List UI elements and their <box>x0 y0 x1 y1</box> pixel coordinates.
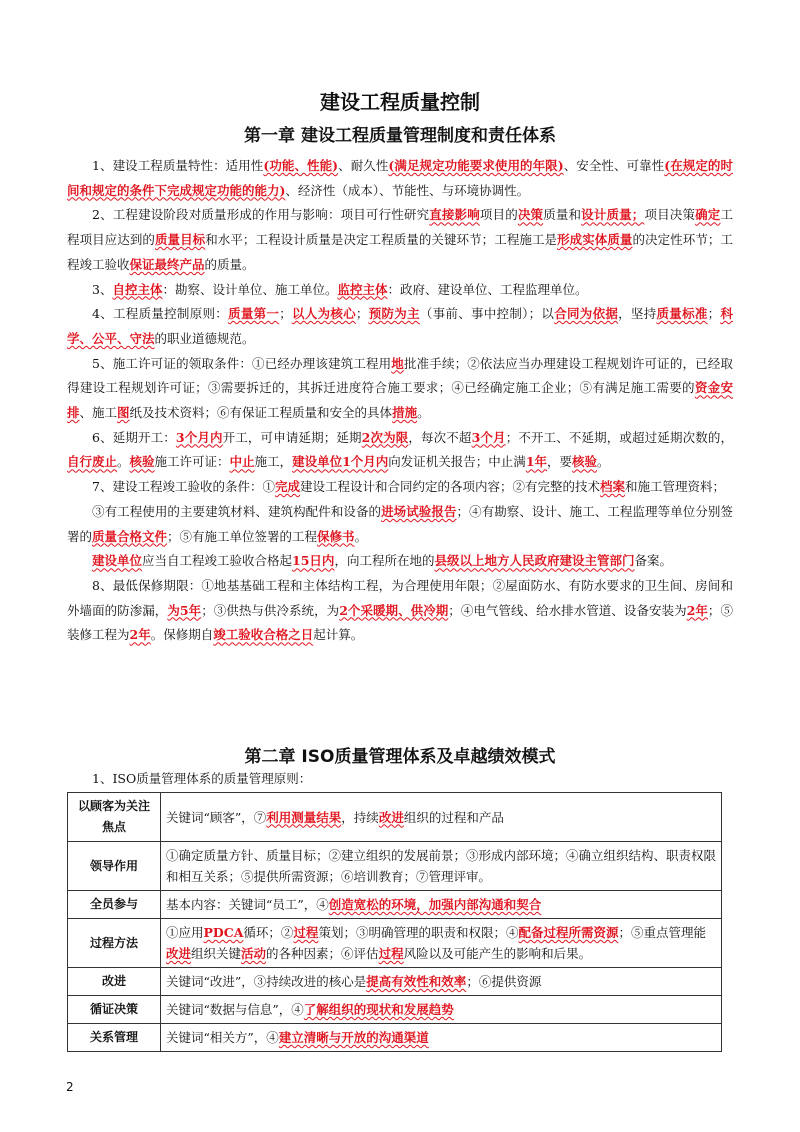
highlighted-term: 提高有效性和效率 <box>366 974 467 989</box>
text-run: ：勘察、设计单位、施工单位。 <box>162 281 338 297</box>
text-run: ，向工程所在地的 <box>334 553 435 569</box>
highlighted-term: (在规定的时间和规定的条件下完成规定功能的能力) <box>67 158 733 198</box>
text-run: ；⑤有施工单位签署的工程 <box>167 528 318 544</box>
highlighted-term: 利用测量结果 <box>266 809 342 825</box>
text-run: 循环；② <box>243 925 294 940</box>
text-run: 。 <box>354 528 368 544</box>
document-title: 建设工程质量控制 <box>320 90 480 114</box>
text-run: 向发证机关报告；中止满 <box>388 454 526 470</box>
text-run: 3、 <box>92 281 113 297</box>
highlighted-term: 建设单位1个月内 <box>292 454 389 470</box>
highlighted-term: 档案 <box>600 479 626 495</box>
text-run: ；④电气管线、给水排水管道、设备安装为 <box>448 602 687 618</box>
chapter-1-body <box>67 154 733 648</box>
text-run: 、安全性、可靠性 <box>563 158 665 173</box>
text-run: 5、施工许可证的领取条件：①已经办理该建筑工程用 <box>92 355 392 371</box>
highlighted-term: 1年 <box>525 454 548 470</box>
highlighted-term: 过程 <box>378 946 404 961</box>
principle-description <box>161 891 722 919</box>
principle-description <box>161 919 722 968</box>
principle-description <box>161 842 722 891</box>
text-run: 组织的过程和产品 <box>403 809 504 825</box>
text-run: 关键词“改进”，③持续改进的核心是 <box>166 974 367 989</box>
highlighted-term: 以人为核心 <box>291 306 356 322</box>
highlighted-term: 质量第一 <box>228 306 280 322</box>
text-run: 和施工管理资料； <box>625 479 726 495</box>
paragraph <box>67 302 733 351</box>
paragraph <box>67 500 733 549</box>
text-run: 。 <box>597 454 610 470</box>
paragraph <box>67 475 733 500</box>
text-run: ；③供热与供冷系统，为 <box>201 602 340 618</box>
table-row <box>68 1024 722 1052</box>
highlighted-term: 形成实体质量 <box>557 232 633 248</box>
paragraph <box>67 203 733 277</box>
text-run: 7、建设工程竣工验收的条件：① <box>92 479 275 495</box>
text-run: ，每次不超 <box>408 429 472 445</box>
principle-name: 领导作用 <box>68 842 161 891</box>
paragraph <box>67 574 733 648</box>
highlighted-term: 过程 <box>293 925 319 940</box>
highlighted-term: 中止 <box>229 454 255 470</box>
text-run: 、耐久性 <box>338 158 389 173</box>
text-run: 批准手续；②依法应当办理建设工程规划许可证的，已经取得建设工程规划许可证；③需要拆迁的，其拆迁进度符合施工要求；④已经确定施工企业；⑤有满足施工需要的 <box>67 355 733 396</box>
highlighted-term: 核验 <box>129 454 155 470</box>
highlighted-term: 完成 <box>274 479 300 495</box>
highlighted-term: 县级以上地方人民政府建设主管部门 <box>434 553 635 569</box>
highlighted-term: PDCA <box>203 925 244 940</box>
highlighted-term: 竣工验收合格之日 <box>213 627 314 643</box>
text-run: 关键词“顾客”，⑦ <box>166 809 267 825</box>
paragraph <box>67 352 733 426</box>
highlighted-term: 质量标准 <box>656 306 708 322</box>
principle-description <box>161 793 722 842</box>
principle-name: 改进 <box>68 968 161 996</box>
highlighted-term: 合同为依据 <box>554 306 619 322</box>
highlighted-term: 确定 <box>695 207 721 223</box>
text-run: 和水平；工程设计质量是决定工程质量的关键环节；工程施工是 <box>205 232 558 248</box>
text-run: 的决定性环节；工程竣工验收 <box>67 232 733 272</box>
page-number: 2 <box>66 1080 74 1094</box>
highlighted-term: 科学、公平、守法 <box>67 306 733 346</box>
highlighted-term: 3个月 <box>471 429 506 445</box>
paragraph <box>67 549 733 574</box>
text-run: ；不开工、不延期，或超过延期次数的， <box>505 429 733 445</box>
table-row <box>68 919 722 968</box>
text-run: 的各种因素；⑥评估 <box>266 946 379 961</box>
highlighted-term: 措施 <box>392 405 418 421</box>
text-run: 项目决策 <box>644 207 696 223</box>
highlighted-term: 3个月内 <box>175 429 223 445</box>
text-run: 4、工程质量控制原则： <box>92 306 229 322</box>
highlighted-term: 图 <box>117 405 130 421</box>
principle-name: 过程方法 <box>68 919 161 968</box>
text-run: 应当自工程竣工验收合格起 <box>142 553 293 569</box>
highlighted-term: 了解组织的现状和发展趋势 <box>303 1002 454 1017</box>
text-run: 关键词“数据与信息”，④ <box>166 1002 304 1017</box>
text-run: 。 <box>117 454 130 470</box>
highlighted-term: 15日内 <box>292 553 335 569</box>
highlighted-term: 进场试验报告 <box>381 503 457 519</box>
text-run: ；⑥提供资源 <box>466 974 542 989</box>
text-run: ； <box>707 306 721 322</box>
highlighted-term: 活动 <box>241 946 267 961</box>
highlighted-term: (功能、性能) <box>263 158 339 173</box>
highlighted-term: 改进 <box>378 809 404 825</box>
text-run: ③有工程使用的主要建筑材料、建筑构配件和设备的 <box>92 503 382 519</box>
text-run: ①确定质量方针、质量目标；②建立组织的发展前景；③形成内部环境；④确立组织结构、职责权限和相互关系；⑤提供所需资源；⑥培训教育；⑦管理评审。 <box>166 848 717 884</box>
principle-description <box>161 1024 722 1052</box>
text-run: ，要 <box>547 454 573 470</box>
chapter-2-intro: 1、ISO质量管理体系的质量管理原则： <box>92 771 312 786</box>
text-run: 、经济性（成本）、节能性、与环境协调性。 <box>285 182 530 198</box>
chapter-1-title: 第一章 建设工程质量管理制度和责任体系 <box>244 126 556 146</box>
principle-name: 全员参与 <box>68 891 161 919</box>
paragraph <box>67 154 733 203</box>
text-run: ；⑤重点管理能 <box>618 925 706 940</box>
highlighted-term: 核验 <box>572 454 598 470</box>
text-run: 的职业道德规范。 <box>154 330 255 346</box>
highlighted-term: 直接影响 <box>429 207 480 223</box>
highlighted-term: 建设单位 <box>92 553 143 569</box>
highlighted-term: 决策 <box>517 207 544 223</box>
table-row <box>68 891 722 919</box>
highlighted-term: 2年 <box>129 627 151 643</box>
highlighted-term: 配备过程所需资源 <box>518 925 619 940</box>
text-run: ； <box>279 306 292 322</box>
text-run: 2、工程建设阶段对质量形成的作用与影响：项目可行性研究 <box>92 207 430 223</box>
text-run: ；④有勘察、设计、施工、工程监理等单位分别签署的 <box>67 503 733 544</box>
text-run: ，持续 <box>341 809 379 825</box>
text-run: 工程项目应达到的 <box>67 207 733 248</box>
highlighted-term: 预防为主 <box>368 306 420 322</box>
text-run: 备案。 <box>634 553 672 569</box>
highlighted-term: 保修书 <box>317 528 355 544</box>
quality-principles-table <box>67 792 722 1052</box>
text-run: 1、建设工程质量特性：适用性 <box>92 158 264 173</box>
text-run: 组织关键 <box>191 946 242 961</box>
table-row <box>68 842 722 891</box>
highlighted-term: 自行废止 <box>67 454 118 470</box>
text-run: 6、延期开工： <box>92 429 176 445</box>
highlighted-term: 质量目标 <box>154 232 206 248</box>
highlighted-term: 质量合格文件 <box>92 528 168 544</box>
text-run: ，坚持 <box>618 306 657 322</box>
text-run: 策划；③明确管理的职责和权限；④ <box>318 925 519 940</box>
highlighted-term: 创造宽松的环境，加强内部沟通和契合 <box>328 897 542 912</box>
text-run: 的质量。 <box>204 256 255 272</box>
highlighted-term: 自控主体 <box>112 281 163 297</box>
highlighted-term: 2个采暖期、供冷期 <box>339 602 449 618</box>
text-run: 质量和 <box>543 207 582 223</box>
highlighted-term: 资金安排 <box>67 380 733 421</box>
paragraph <box>67 426 733 475</box>
text-run: 8、最低保修期限：①地基基础工程和主体结构工程，为合理使用年限；②屋面防水、有防水要求的卫生间、房间和外墙面的防渗漏， <box>67 577 733 618</box>
highlighted-term: 为5年 <box>167 602 202 618</box>
text-run: （事前、事中控制）；以 <box>419 306 555 322</box>
text-run: 起计算。 <box>313 627 364 643</box>
text-run: ：政府、建设单位、工程监理单位。 <box>387 281 588 297</box>
chapter-2-title: 第二章 ISO质量管理体系及卓越绩效模式 <box>244 747 556 767</box>
text-run: 纸及技术资料；⑥有保证工程质量和安全的具体 <box>129 405 393 421</box>
highlighted-term: 2次为限 <box>361 429 409 445</box>
text-run: 建设工程设计和合同约定的各项内容；②有完整的技术 <box>299 479 600 495</box>
text-run: 关键词“相关方”，④ <box>166 1030 279 1045</box>
principle-description <box>161 968 722 996</box>
text-run: 基本内容：关键词“员工”，④ <box>166 897 329 912</box>
paragraph <box>67 278 733 303</box>
highlighted-term: 监控主体 <box>337 281 388 297</box>
table-row <box>68 793 722 842</box>
text-run: ；⑤装修工程为 <box>67 602 733 643</box>
highlighted-term: 设计质量； <box>581 207 645 223</box>
principle-name: 以顾客为关注焦点 <box>68 793 161 842</box>
highlighted-term: 保证最终产品 <box>129 256 205 272</box>
principle-name: 循证决策 <box>68 996 161 1024</box>
principle-description <box>161 996 722 1024</box>
highlighted-term: 地 <box>391 355 404 371</box>
text-run: 风险以及可能产生的影响和后果。 <box>403 946 592 961</box>
principle-name: 关系管理 <box>68 1024 161 1052</box>
text-run: 开工，可申请延期；延期 <box>222 429 362 445</box>
text-run: 项目的 <box>479 207 518 223</box>
text-run: 、施工 <box>79 405 118 421</box>
text-run: 。保修期自 <box>150 627 214 643</box>
text-run: ①应用 <box>166 925 204 940</box>
highlighted-term: (满足规定功能要求使用的年限) <box>388 158 564 173</box>
highlighted-term: 改进 <box>166 946 192 961</box>
highlighted-term: 2年 <box>686 602 708 618</box>
text-run: 施工许可证： <box>154 454 230 470</box>
text-run: 施工， <box>254 454 293 470</box>
highlighted-term: 建立清晰与开放的沟通渠道 <box>278 1030 429 1045</box>
table-row <box>68 996 722 1024</box>
table-row <box>68 968 722 996</box>
text-run: 。 <box>417 405 430 421</box>
text-run: ； <box>355 306 369 322</box>
